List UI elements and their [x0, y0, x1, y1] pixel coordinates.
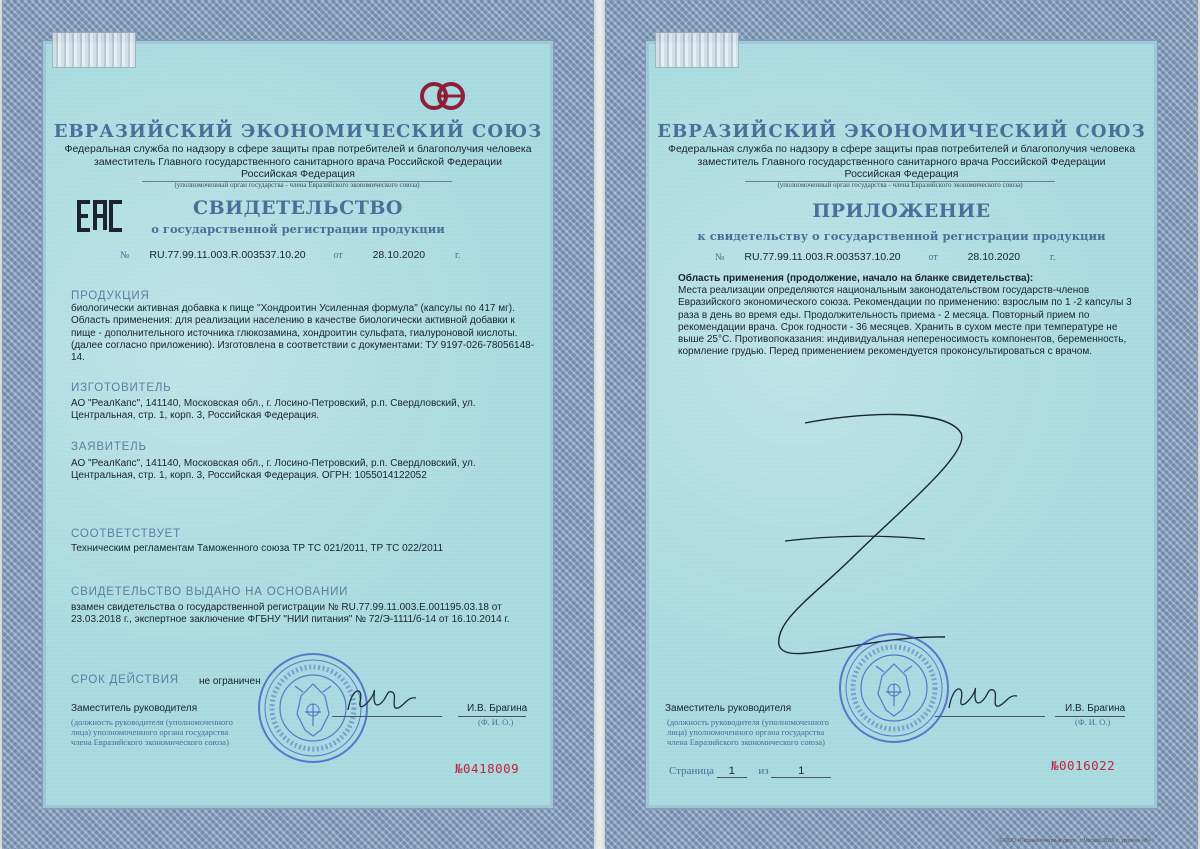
organ-caption: (уполномоченный орган государства - члена Евразийского экономического союза)	[777, 181, 1023, 189]
manufacturer-line: Центральная, стр. 1, корп. 3, Российская Федерация.	[71, 410, 320, 422]
scope-line: Евразийского экономического союза. Рекомендации по применению: взрослым по 1 -2 капсулы 3	[678, 297, 1132, 309]
year-suffix: г.	[1050, 252, 1056, 263]
of-label: из	[758, 765, 769, 777]
applicant-text	[71, 458, 551, 483]
product-heading: ПРОДУКЦИЯ	[71, 290, 150, 302]
sign-caption-line: члена Евразийского экономического союза)	[71, 737, 229, 747]
certificate-subtitle: о государственной регистрации продукции	[151, 222, 445, 236]
signer-role: Заместитель руководителя	[71, 703, 198, 714]
conforms-text: Техническим регламентам Таможенного союза ТР ТС 021/2011, ТР ТС 022/2011	[71, 543, 444, 554]
product-line: 14.	[71, 352, 85, 364]
product-line: (далее согласно приложению). Изготовлена в соответствии с документами: ТУ 9197-026-78056148-	[71, 339, 535, 351]
hologram-strip	[655, 32, 739, 68]
registration-number: RU.77.99.11.003.R.003537.10.20	[744, 251, 901, 263]
product-line: пище - дополнительного источника глюкозамина, хондроитин сульфата, гиалуроновой кислоты.	[71, 327, 518, 339]
agency-line: заместитель Главного государственного санитарного врача Российской Федерации	[93, 155, 503, 168]
handwritten-signature-icon	[943, 678, 1023, 718]
certificate-title: СВИДЕТЕЛЬСТВО	[193, 197, 403, 219]
manufacturer-text	[71, 398, 551, 423]
hologram-strip	[52, 32, 136, 68]
official-seal-icon	[838, 632, 950, 744]
appendix-title: ПРИЛОЖЕНИЕ	[812, 200, 991, 222]
signer-role: Заместитель руководителя	[665, 703, 792, 714]
scope-line: Места реализации определяются национальным законодательством государств-членов	[678, 285, 1090, 296]
conforms-heading: СООТВЕТСТВУЕТ	[71, 528, 181, 540]
registration-date: 28.10.2020	[967, 251, 1021, 263]
applicant-line: Центральная, стр. 1, корп. 3, Российская Федерация. ОГРН: 1055014122052	[71, 470, 427, 482]
product-text	[71, 303, 551, 364]
agency-line: Российская Федерация	[241, 168, 355, 180]
agency-line: Федеральная служба по надзору в сфере защиты прав потребителей и благополучия человека	[64, 143, 532, 155]
agency-block	[605, 143, 1198, 181]
union-title: ЕВРАЗИЙСКИЙ ЭКОНОМИЧЕСКИЙ СОЮЗ	[53, 121, 543, 142]
registration-row	[715, 251, 1055, 263]
union-title: ЕВРАЗИЙСКИЙ ЭКОНОМИЧЕСКИЙ СОЮЗ	[657, 121, 1146, 142]
page-label: Страница	[669, 765, 715, 777]
year-suffix: г.	[455, 250, 461, 261]
scope-heading: Область применения (продолжение, начало на бланке свидетельства):	[678, 273, 1034, 284]
scope-line: рекомендации врача. Срок годности - 36 месяцев. Хранить в сухом месте при температуре не	[678, 321, 1118, 333]
sign-caption	[71, 717, 233, 747]
sign-caption-line: лица) уполномоченного органа государства	[71, 727, 229, 737]
manufacturer-heading: ИЗГОТОВИТЕЛЬ	[71, 382, 172, 394]
handwritten-signature-icon	[342, 680, 422, 720]
number-label: №	[120, 250, 130, 261]
basis-line: взамен свидетельства о государственной регистрации № RU.77.99.11.003.Е.001195.03.18 от	[71, 602, 502, 613]
registration-row	[120, 249, 460, 261]
product-line: Область применения: для реализации населению в качестве биологически активной добавки к	[71, 315, 515, 327]
agency-line: Федеральная служба по надзору в сфере защиты прав потребителей и благополучия человека	[667, 143, 1136, 155]
signer-name: И.В. Брагина	[1065, 703, 1126, 714]
applicant-heading: ЗАЯВИТЕЛЬ	[71, 441, 147, 453]
agency-block	[2, 143, 594, 181]
date-label: от	[928, 252, 938, 263]
sign-caption-line: (должность руководителя (уполномоченного	[71, 717, 233, 727]
scope-line: раза в день во время еды. Продолжительность приема - 2 месяца. Повторный прием по	[678, 309, 1090, 321]
date-label: от	[333, 250, 343, 261]
basis-text	[71, 602, 551, 627]
basis-line: 23.03.2018 г., экспертное заключение ФГБНУ "НИИ питания" № 72/Э-1111/б-14 от 16.10.2014 г.	[71, 614, 510, 626]
sign-caption-line: члена Евразийского экономического союза)	[667, 737, 825, 747]
number-label: №	[715, 252, 725, 263]
serial-number: №0418009	[455, 761, 520, 776]
registration-number: RU.77.99.11.003.R.003537.10.20	[149, 249, 306, 261]
organ-caption: (уполномоченный орган государства - члена Евразийского экономического союза)	[174, 181, 420, 189]
page-counter	[669, 765, 831, 778]
scope-text	[678, 285, 1158, 359]
applicant-line: АО "РеалКапс", 141140, Московская обл., г. Лосино-Петровский, р.п. Свердловский, ул.	[71, 458, 476, 469]
sanitary-logo-icon	[419, 81, 467, 111]
sign-caption	[667, 717, 829, 747]
scope-line: кормление грудью. Перед применением рекомендуется проконсультироваться с врачом.	[678, 346, 1092, 358]
fio-caption: (Ф. И. О.)	[478, 717, 514, 727]
appendix-subtitle: к свидетельству о государственной регистрации продукции	[697, 229, 1106, 243]
scope-line: выше 25°С. Противопоказания: индивидуальная непереносимость компонентов, беременность,	[678, 334, 1127, 346]
agency-line: заместитель Главного государственного санитарного врача Российской Федерации	[697, 155, 1106, 168]
sign-caption-line: лица) уполномоченного органа государства	[667, 727, 825, 737]
signer-name: И.В. Брагина	[467, 703, 528, 714]
fio-caption: (Ф. И. О.)	[1075, 717, 1111, 727]
certificate-sheet	[2, 0, 594, 849]
manufacturer-line: АО "РеалКапс", 141140, Московская обл., г. Лосино-Петровский, р.п. Свердловский, ул.	[71, 398, 476, 409]
validity-heading: СРОК ДЕЙСТВИЯ	[71, 674, 179, 686]
basis-heading: СВИДЕТЕЛЬСТВО ВЫДАНО НА ОСНОВАНИИ	[71, 586, 349, 598]
appendix-sheet	[605, 0, 1198, 849]
agency-line: Российская Федерация	[844, 168, 959, 180]
printer-footer: © ООО «Первый печатный двор», г. Москва, 2019 г., уровень «В»	[999, 838, 1151, 844]
sign-caption-line: (должность руководителя (уполномоченного	[667, 717, 829, 727]
validity-value: не ограничен	[199, 676, 261, 687]
page-total: 1	[771, 765, 831, 778]
product-line: биологически активная добавка к пище "Хондроитин Усиленная формула" (капсулы по 417 мг).	[71, 303, 515, 314]
registration-date: 28.10.2020	[372, 249, 426, 261]
page-current: 1	[717, 765, 747, 778]
serial-number: №0016022	[1051, 758, 1116, 773]
